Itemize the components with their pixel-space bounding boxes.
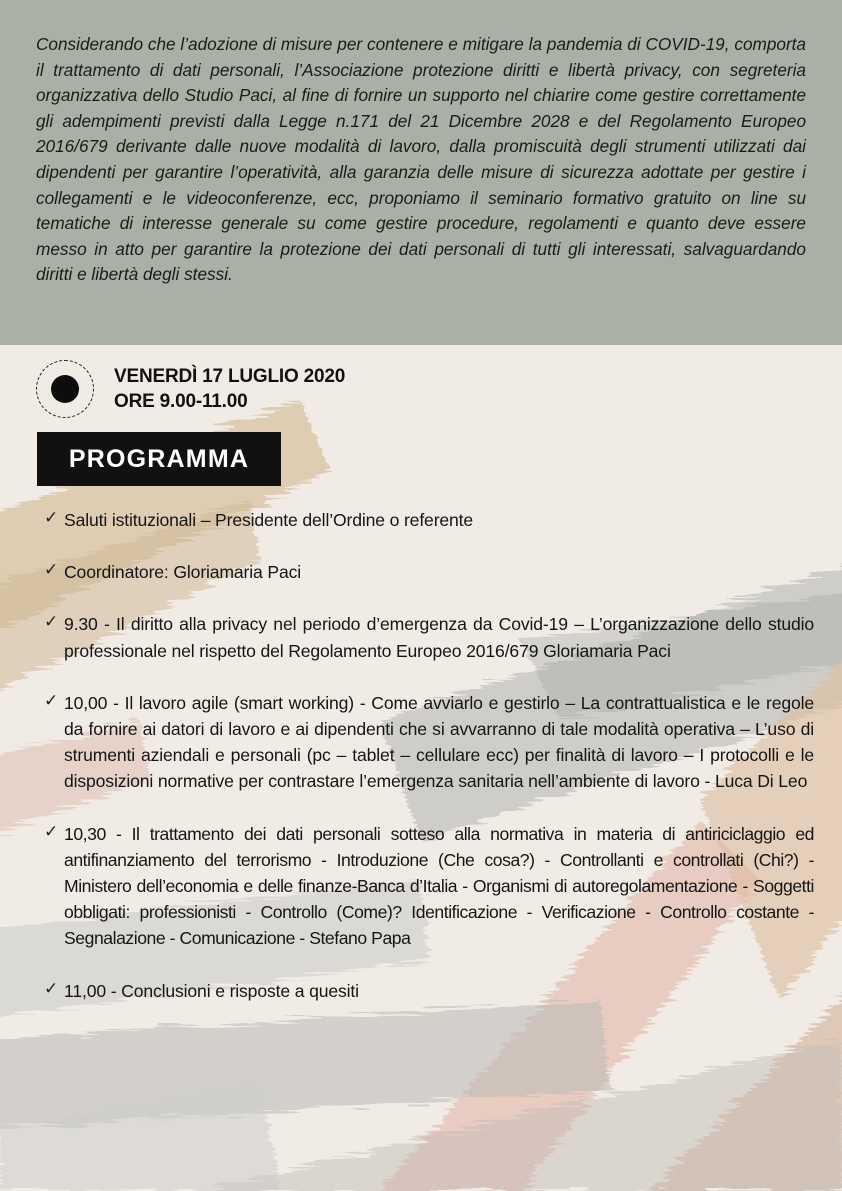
intro-panel	[0, 0, 842, 345]
program-item-text: 10,00 - Il lavoro agile (smart working) - Come avviarlo e gestirlo – La contrattualistica e le regole da fornire ai datori di lavoro e ai dipendenti che si avvarranno di tale modalità operativa – L’uso di strumenti aziendali e personali (pc – tablet – cellulare ecc) per finalità di lavoro – I protocolli e le disposizioni normative per contrastare l’emergenza sanitaria nell’ambiente di lavoro - Luca Di Leo	[64, 692, 814, 792]
program-item	[44, 821, 814, 952]
check-icon: ✓	[44, 978, 59, 999]
check-icon: ✓	[44, 690, 59, 711]
program-item-text: 11,00 - Conclusioni e risposte a quesiti	[64, 980, 359, 1001]
event-time: ORE 9.00-11.00	[114, 391, 248, 412]
program-banner	[37, 432, 281, 486]
program-item-text: 9.30 - Il diritto alla privacy nel periodo d’emergenza da Covid-19 – L’organizzazione dello studio professionale nel rispetto del Regolamento Europeo 2016/679 Gloriamaria Paci	[64, 614, 814, 661]
check-icon: ✓	[44, 612, 59, 633]
intro-paragraph: Considerando che l’adozione di misure per contenere e mitigare la pandemia di COVID-19, comporta il trattamento di dati personali, l’Associazione protezione diritti e libertà privacy, con segreteria organizzativa dello Studio Paci, al fine di fornire un supporto nel chiarire come gestire correttamente gli adempimenti previsti dalla Legge n.171 del 21 Dicembre 2028 e del Regolamento Europeo 2016/679 derivante dalle nuove modalità di lavoro, dalla promiscuità degli strumenti utilizzati dai dipendenti per garantire l’operatività, alla garanzia delle misure di sicurezza adottate per gestire i collegamenti e le videoconferenze, ecc, proponiamo il seminario formativo gratuito on line su tematiche di interesse generale su come gestire procedure, regolamenti e quanto deve essere messo in atto per garantire la protezione dei dati personali di tutti gli interessati, salvaguardando diritti e libertà degli stessi.	[36, 34, 806, 285]
program-item-text: 10,30 - Il trattamento dei dati personali sotteso alla normativa in materia di antiriciclaggio ed antifinanziamento del terrorismo - Introduzione (Che cosa?) - Controllanti e controllati (Chi?) - Ministero dell’economia e delle finanze-Banca d’Italia - Organismi di autoregolamentazione - Soggetti obbligati: professionisti - Controllo (Come)? Identificazione - Verificazione - Controllo costante - Segnalazione - Comunicazione - Stefano Papa	[64, 823, 814, 949]
program-item	[44, 611, 814, 663]
program-item	[44, 559, 814, 585]
program-item	[44, 690, 814, 795]
record-dot-icon	[36, 360, 94, 418]
check-icon: ✓	[44, 821, 59, 842]
check-icon: ✓	[44, 560, 59, 581]
program-title: PROGRAMMA	[68, 444, 250, 473]
program-item	[44, 507, 814, 533]
program-item-text: Coordinatore: Gloriamaria Paci	[64, 562, 302, 583]
check-icon: ✓	[44, 508, 59, 528]
event-date: VENERDÌ 17 LUGLIO 2020	[114, 366, 346, 387]
program-item-text: Saluti istituzionali – Presidente dell’Ordine o referente	[64, 510, 474, 530]
program-item	[44, 978, 814, 1004]
program-list	[44, 507, 814, 1030]
